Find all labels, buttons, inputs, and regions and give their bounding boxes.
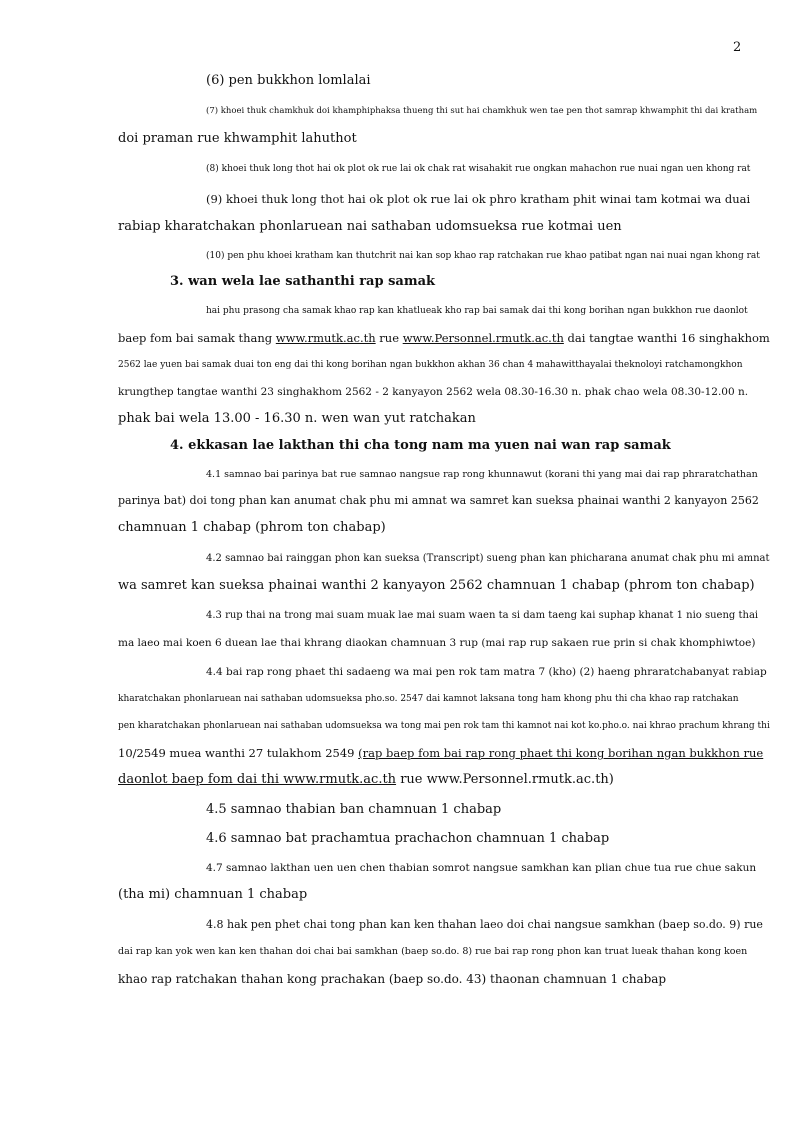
section-3-para-line5: phak bai wela 13.00 - 16.30 n. wen wan yut ratchakan [118,411,476,426]
form-download-link[interactable]: daonlot baep fom dai thi www.rmutk.ac.th [118,772,397,787]
item-4-7-line2: (tha mi) chamnuan 1 chabap [118,887,308,902]
item-4-8-line3: khao rap ratchakan thahan kong prachakan (baep so.do. 43) thaonan chamnuan 1 chabap [118,972,667,986]
form-download-note: (rap baep fom bai rap rong phaet thi kong borihan ngan bukkhon rue [358,746,764,760]
text: dai tangtae wanthi 16 singhakhom [563,331,770,345]
item-4-4-line4 [118,744,763,762]
item-4-2-line2: wa samret kan sueksa phainai wanthi 2 kanyayon 2562 chamnuan 1 chabap (phrom ton chabap) [118,578,755,593]
text: baep fom bai samak thang [118,331,276,345]
item-4-1-line1: 4.1 samnao bai parinya bat rue samnao nangsue rap rong khunnawut (korani thi yang mai dai rap phraratchathan [206,469,758,480]
item-6: (6) pen bukkhon lomlalai [206,73,371,88]
item-4-8-line2: dai rap kan yok wen kan ken thahan doi chai bai samkhan (baep so.do. 8) rue bai rap rong phon kan truat lueak thahan kong koen [118,946,748,957]
section-3-para-line1: hai phu prasong cha samak khao rap kan khatlueak kho rap bai samak dai thi kong borihan ngan bukkhon rue daonlot [206,306,748,316]
item-4-3-line2: ma laeo mai koen 6 duean lae thai khrang diaokan chamnuan 3 rup (mai rap rup sakaen rue prin si chak khomphiwtoe) [118,637,756,649]
item-4-2-line1: 4.2 samnao bai rainggan phon kan sueksa (Transcript) sueng phan kan phicharana anumat chak phu mi amnat [206,553,770,564]
item-7-line1: (7) khoei thuk chamkhuk doi khamphiphaksa thueng thi sut hai chamkhuk wen tae pen thot samrap khwamphit thi dai kratham [206,106,758,116]
item-4-4-line3: pen kharatchakan phonlaruean nai sathaban udomsueksa wa tong mai pen rok tam thi kamnot nai kot ko.pho.o. nai khrao prachum khrang thi [118,721,770,731]
item-8: (8) khoei thuk long thot hai ok plot ok rue lai ok chak rat wisahakit rue ongkan mahachon rue nuai ngan uen khong rat [206,164,751,174]
item-9-line1: (9) khoei thuk long thot hai ok plot ok rue lai ok phro kratham phit winai tam kotmai wa duai [206,192,751,206]
personnel-link[interactable]: www.Personnel.rmutk.ac.th [402,331,564,345]
item-4-4-line5 [118,771,614,789]
text: 10/2549 muea wanthi 27 tulakhom 2549 [118,746,359,760]
section-3-para-line2 [118,329,770,347]
item-4-1-line3: chamnuan 1 chabap (phrom ton chabap) [118,520,386,535]
item-4-1-line2: parinya bat) doi tong phan kan anumat chak phu mi amnat wa samret kan sueksa phainai wanthi 2 kanyayon 2562 [118,494,759,507]
section-3-para-line3: 2562 lae yuen bai samak duai ton eng dai thi kong borihan ngan bukkhon akhan 36 chan 4 mahawitthayalai theknoloyi ratchamongkhon [118,360,743,370]
section-3-heading: 3. wan wela lae sathanthi rap samak [170,274,436,289]
rmutk-link[interactable]: www.rmutk.ac.th [275,331,376,345]
item-4-7-line1: 4.7 samnao lakthan uen uen chen thabian somrot nangsue samkhan kan plian chue tua rue chue sakun [206,862,757,874]
item-4-5: 4.5 samnao thabian ban chamnuan 1 chabap [206,802,502,817]
text: rue [375,331,403,345]
section-4-heading: 4. ekkasan lae lakthan thi cha tong nam ma yuen nai wan rap samak [170,438,671,453]
item-4-3-line1: 4.3 rup thai na trong mai suam muak lae mai suam waen ta si dam taeng kai suphap khanat 1 nio sueng thai [206,610,759,621]
item-10: (10) pen phu khoei kratham kan thutchrit nai kan sop khao rap ratchakan rue khao patibat ngan nai nuai ngan khong rat [206,251,760,261]
item-4-6: 4.6 samnao bat prachamtua prachachon chamnuan 1 chabap [206,831,610,846]
item-4-4-line1: 4.4 bai rap rong phaet thi sadaeng wa mai pen rok tam matra 7 (kho) (2) haeng phraratchabanyat rabiap [206,666,767,678]
item-4-8-line1: 4.8 hak pen phet chai tong phan kan ken thahan laeo doi chai nangsue samkhan (baep so.do. 9) rue [206,918,763,931]
section-3-para-line4: krungthep tangtae wanthi 23 singhakhom 2562 - 2 kanyayon 2562 wela 08.30-16.30 n. phak chao wela 08.30-12.00 n. [118,386,749,398]
item-4-4-line2: kharatchakan phonlaruean nai sathaban udomsueksa pho.so. 2547 dai kamnot laksana tong ham khong phu thi cha khao rap ratchakan [118,694,739,704]
text: rue www.Personnel.rmutk.ac.th) [396,772,614,787]
page-number: 2 [733,40,742,55]
item-9-line2: rabiap kharatchakan phonlaruean nai sathaban udomsueksa rue kotmai uen [118,219,622,234]
item-7-line2: doi praman rue khwamphit lahuthot [118,131,357,146]
